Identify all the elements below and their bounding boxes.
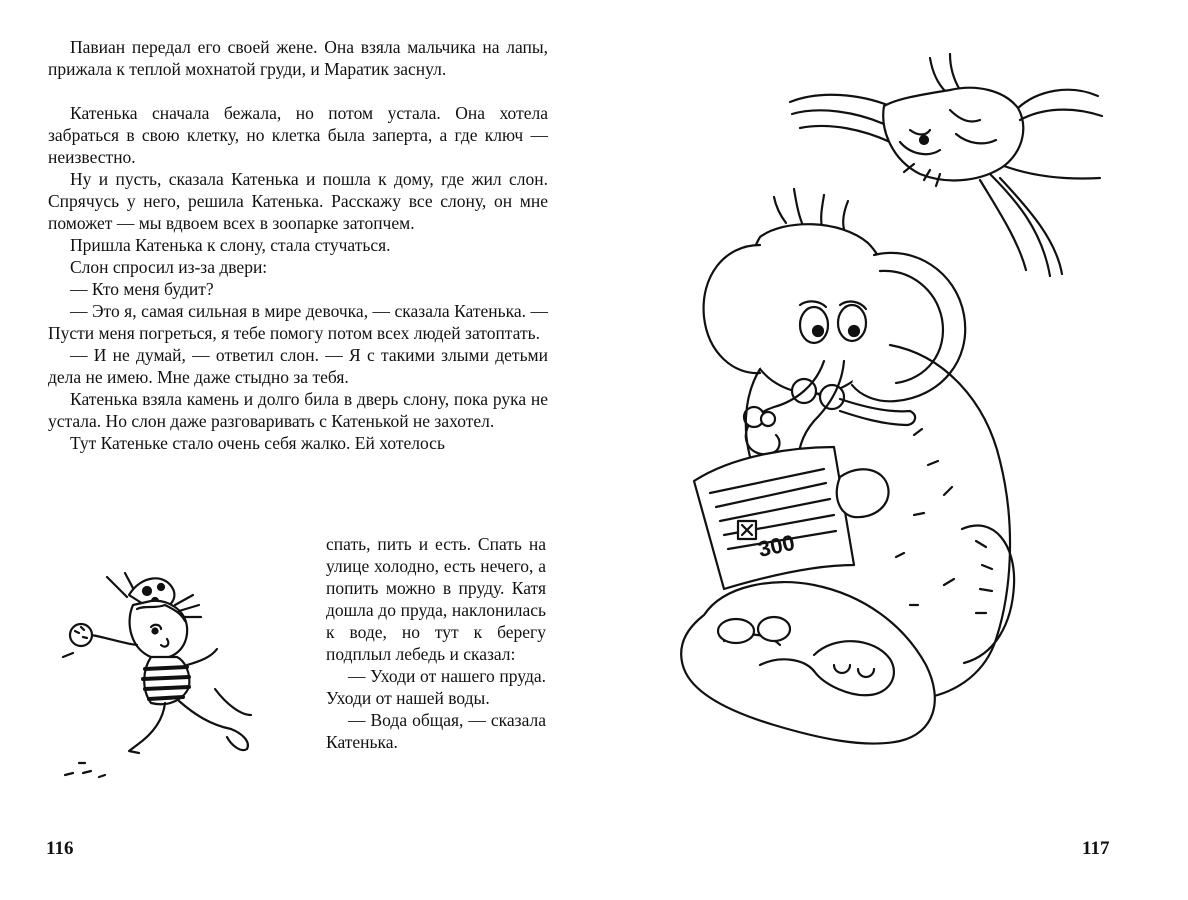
paragraph: — Кто меня будит? [70, 279, 214, 299]
paragraph: Пришла Катенька к слону, стала стучаться. [70, 235, 391, 255]
paragraph: Катенька сначала бежала, но потом устала. Она хотела забраться в свою клетку, но клетка была заперта, а где ключ — неизвестно. [48, 103, 548, 167]
paragraph: Тут Катеньке стало очень себя жалко. Ей хотелось [70, 433, 445, 453]
paragraph: Слон спросил из-за двери: [70, 257, 268, 277]
paragraph: Павиан передал его своей жене. Она взяла мальчика на лапы, прижала к теплой мохнатой груди, и Маратик заснул. [48, 37, 548, 79]
main-text [48, 36, 548, 454]
elephant-illustration [664, 185, 1084, 765]
newspaper-number: 300 [755, 529, 797, 562]
paragraph: — Это я, самая сильная в мире девочка, — сказала Катенька. — Пусти меня погреться, я тебе помогу потом всех людей затоптать. [48, 301, 548, 343]
paragraph: — Вода общая, — сказала Катенька. [326, 710, 546, 752]
page-number: 116 [46, 838, 74, 859]
paragraph: Катенька взяла камень и долго била в дверь слону, пока рука не устала. Но слон даже разговаривать с Катенькой не захотел. [48, 389, 548, 431]
paragraph: Ну и пусть, сказала Катенька и пошла к дому, где жил слон. Спрячусь у него, решила Катенька. Расскажу все слону, он мне поможет — мы вдвоем всех в зоопарке затопчем. [48, 169, 548, 233]
paragraph: — И не думай, — ответил слон. — Я с такими злыми детьми дела не имею. Мне даже стыдно за тебя. [48, 345, 548, 387]
right-page [594, 0, 1188, 900]
page-number: 117 [1082, 838, 1110, 859]
girl-running-illustration [55, 565, 295, 785]
paragraph: спать, пить и есть. Спать на улице холодно, есть нечего, а попить можно в пруду. Катя дошла до пруда, наклонилась к воде, но тут к берегу подплыл лебедь и сказал: [326, 534, 546, 664]
narrow-text-column [326, 533, 546, 753]
paragraph: — Уходи от нашего пруда. Уходи от нашей воды. [326, 666, 546, 708]
